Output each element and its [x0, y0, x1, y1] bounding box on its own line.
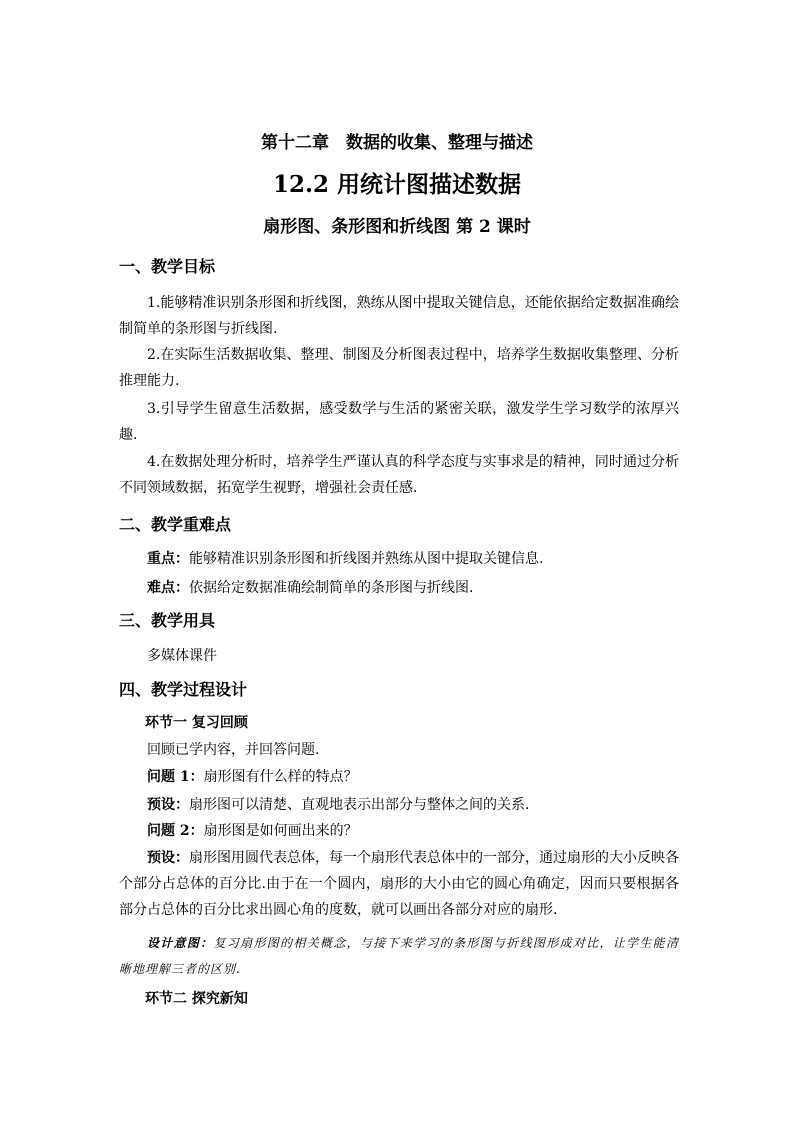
question-1-label: 问题 1：: [147, 769, 204, 785]
design-intent-text: 复习扇形图的相关概念，与接下来学习的条形图与折线图形成对比，让学生能清晰地理解三者的区别.: [119, 936, 679, 976]
step-2-title: 环节二 探究新知: [145, 991, 248, 1007]
objective-2: 2.在实际生活数据收集、整理、制图及分析图表过程中，培养学生数据收集整理、分析推理能力.: [119, 347, 679, 389]
step-1-title: 环节一 复习回顾: [145, 715, 248, 731]
focus-line: [147, 548, 543, 568]
objective-4: 4.在数据处理分析时，培养学生严谨认真的科学态度与实事求是的精神，同时通过分析不同领域数据，拓宽学生视野，增强社会责任感.: [119, 454, 679, 496]
review-intro: 回顾已学内容，并回答问题.: [147, 742, 320, 758]
question-1-text: 扇形图有什么样的特点？: [203, 769, 358, 785]
answer-2-text: 扇形图用圆代表总体，每一个扇形代表总体中的一部分，通过扇形的大小反映各个部分占总体的百分比.由于在一个圆内，扇形的大小由它的圆心角确定，因而只要根据各部分占总体的百分比求出圆心角的度数，就可以画出各部分对应的扇形.: [119, 850, 679, 918]
difficulty-line: [147, 577, 473, 597]
objective-1: 1.能够精准识别条形图和折线图，熟练从图中提取关键信息，还能依据给定数据准确绘制简单的条形图与折线图.: [119, 295, 679, 337]
section-heading-objectives: 一、教学目标: [119, 257, 216, 276]
lesson-subtitle: 扇形图、条形图和折线图 第 2 课时: [263, 217, 531, 237]
answer-1-label: 预设：: [147, 797, 189, 813]
tools-text: 多媒体课件: [147, 648, 217, 664]
objective-3: 3.引导学生留意生活数据，感受数学与生活的紧密关联，激发学生学习数学的浓厚兴趣.: [119, 401, 679, 443]
focus-text: 能够精准识别条形图和折线图并熟练从图中提取关键信息.: [189, 551, 544, 567]
question-1: [147, 766, 358, 786]
lesson-title: 12.2 用统计图描述数据: [272, 171, 522, 198]
difficulty-text: 依据给定数据准确绘制简单的条形图与折线图.: [189, 580, 474, 596]
focus-label: 重点：: [147, 551, 189, 567]
question-2: [147, 820, 358, 840]
answer-1-text: 扇形图可以清楚、直观地表示出部分与整体之间的关系.: [189, 797, 530, 813]
difficulty-label: 难点：: [147, 580, 189, 596]
answer-2: [119, 845, 679, 923]
chapter-title: 第十二章 数据的收集、整理与描述: [261, 133, 533, 153]
section-heading-key-points: 二、教学重难点: [119, 515, 232, 534]
design-intent-label: 设计意图：: [147, 936, 214, 950]
question-2-label: 问题 2：: [147, 823, 204, 839]
section-heading-tools: 三、教学用具: [119, 611, 216, 630]
design-intent: [119, 930, 679, 982]
question-2-text: 扇形图是如何画出来的？: [203, 823, 358, 839]
answer-2-label: 预设：: [147, 850, 189, 866]
answer-1: [147, 794, 529, 814]
section-heading-process: 四、教学过程设计: [119, 680, 248, 699]
